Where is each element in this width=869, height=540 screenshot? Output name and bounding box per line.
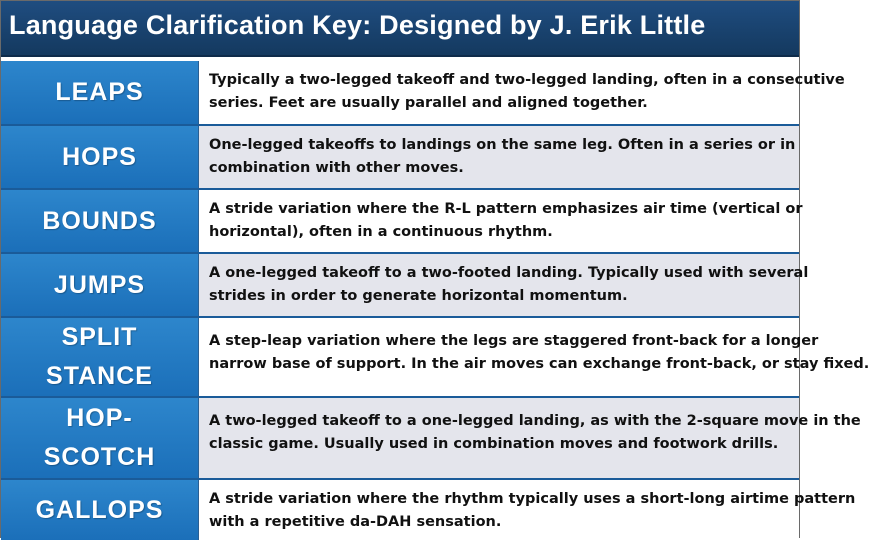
definition-line: A stride variation where the R-L pattern emphasizes air time (vertical or [209, 201, 803, 217]
definition-line: series. Feet are usually parallel and aligned together. [209, 95, 648, 111]
table-row-leaps [1, 61, 845, 126]
term-label: HOPS [62, 142, 137, 171]
term-label [44, 399, 156, 477]
definition-line: A step-leap variation where the legs are staggered front-back for a longer [209, 333, 819, 349]
definition-cell [199, 126, 799, 188]
definition-line: strides in order to generate horizontal momentum. [209, 288, 628, 304]
term-label: BOUNDS [42, 206, 157, 235]
term-label [46, 318, 153, 396]
table-row-jumps [1, 254, 809, 318]
definition-line: A one-legged takeoff to a two-footed landing. Typically used with several [209, 265, 809, 281]
definition-cell [199, 480, 856, 540]
definition-cell [199, 318, 869, 396]
term-label: LEAPS [55, 78, 144, 106]
term-cell [1, 480, 199, 540]
term-cell [1, 318, 199, 396]
definition-cell [199, 61, 845, 124]
definition-line: One-legged takeoffs to landings on the same leg. Often in a series or in [209, 137, 796, 153]
term-label: GALLOPS [35, 495, 164, 524]
definition-line: A stride variation where the rhythm typically uses a short-long airtime pattern [209, 491, 856, 507]
term-label-line: HOP- [66, 404, 133, 432]
table-row-split-stance [1, 318, 869, 398]
definition-line: Typically a two-legged takeoff and two-legged landing, often in a consecutive [209, 72, 845, 88]
definition-line: horizontal), often in a continuous rhythm. [209, 224, 553, 240]
term-cell [1, 126, 199, 188]
term-label-line: SPLIT [61, 323, 138, 351]
table-row-hop-scotch [1, 398, 861, 480]
term-cell [1, 254, 199, 316]
term-label-line: STANCE [46, 362, 153, 390]
table-body [1, 61, 869, 540]
definition-cell [199, 398, 861, 478]
table-row-bounds [1, 190, 803, 254]
term-cell [1, 398, 199, 478]
term-cell [1, 190, 199, 252]
definition-line: with a repetitive da-DAH sensation. [209, 514, 502, 530]
table-header [1, 1, 799, 57]
definition-line: classic game. Usually used in combination moves and footwork drills. [209, 436, 779, 452]
table-title: Language Clarification Key: Designed by J. Erik Little [9, 10, 706, 40]
table-row-hops [1, 126, 799, 190]
term-label-line: SCOTCH [43, 443, 156, 471]
table-row-gallops [1, 480, 856, 540]
definition-cell [199, 254, 809, 316]
definition-line: narrow base of support. In the air moves can exchange front-back, or stay fixed. [209, 356, 869, 372]
definition-line: combination with other moves. [209, 160, 464, 176]
term-cell [1, 61, 199, 124]
definition-cell [199, 190, 803, 252]
definition-line: A two-legged takeoff to a one-legged landing, as with the 2-square move in the [209, 413, 861, 429]
term-label: JUMPS [53, 270, 146, 299]
